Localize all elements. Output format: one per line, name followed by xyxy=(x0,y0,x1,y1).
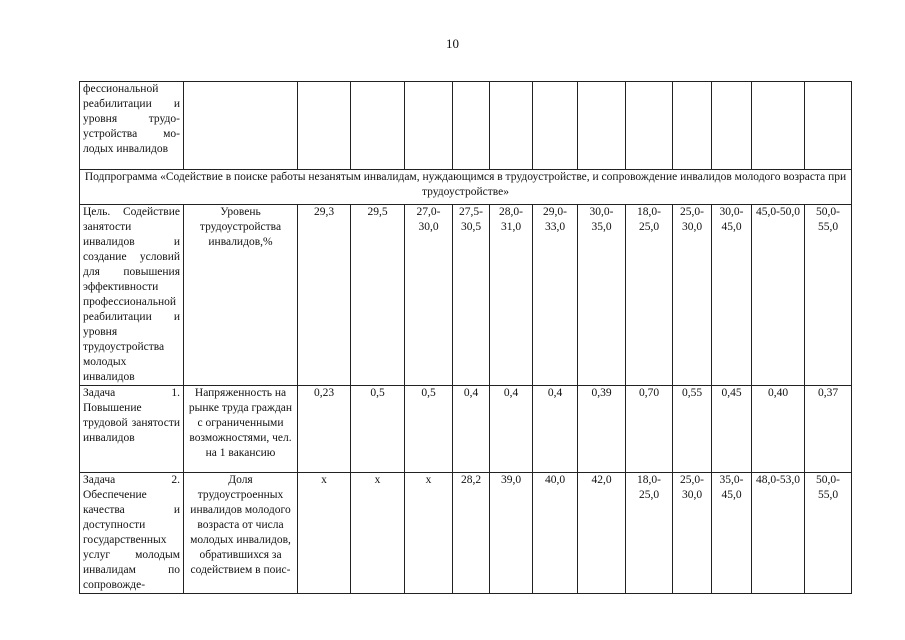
goal-cell: Задача 1. Повышение трудовой занятости инвалидов xyxy=(80,386,184,473)
value-cell: 50,0-55,0 xyxy=(805,473,852,594)
goal-cell: Задача 2. Обеспечение качества и доступности государственных услуг молодым инвалидам по сопровожде- xyxy=(80,473,184,594)
value-cell: 25,0-30,0 xyxy=(673,473,712,594)
value-cell: 28,2 xyxy=(453,473,490,594)
fragment-row xyxy=(80,82,852,170)
table-row xyxy=(80,205,852,386)
value-cell: 28,0-31,0 xyxy=(490,205,533,386)
value-cell: 29,0-33,0 xyxy=(533,205,578,386)
value-cell: 0,4 xyxy=(453,386,490,473)
indicator-cell: Напряженность на рынке труда граждан с ограниченными возможностями, чел. на 1 вакансию xyxy=(184,386,298,473)
value-cell: 25,0-30,0 xyxy=(673,205,712,386)
value-cell: 29,5 xyxy=(351,205,405,386)
value-cell: 0,4 xyxy=(533,386,578,473)
value-cell: 18,0-25,0 xyxy=(626,205,673,386)
subprogram-row xyxy=(80,170,852,205)
goal-cell: Цель. Содействие занятости инвалидов и создание условий для повышения эффективности профессиональной реабилитации и уровня трудоустройства молодых инвалидов xyxy=(80,205,184,386)
value-cell: 18,0-25,0 xyxy=(626,473,673,594)
value-cell: 30,0-45,0 xyxy=(712,205,752,386)
value-cell: 0,70 xyxy=(626,386,673,473)
table-row xyxy=(80,473,852,594)
value-cell: 0,5 xyxy=(405,386,453,473)
value-cell: 0,39 xyxy=(578,386,626,473)
value-cell: 29,3 xyxy=(298,205,351,386)
value-cell: 0,40 xyxy=(752,386,805,473)
value-cell: 0,5 xyxy=(351,386,405,473)
value-cell: 35,0-45,0 xyxy=(712,473,752,594)
value-cell: 0,23 xyxy=(298,386,351,473)
indicators-table xyxy=(79,81,852,594)
value-cell: х xyxy=(351,473,405,594)
subprogram-title: Подпрограмма «Содействие в поиске работы незанятым инвалидам, нуждающимся в трудоустройстве, и сопровождение инвалидов молодого возраста при трудоустройстве» xyxy=(80,170,852,205)
value-cell: 27,0-30,0 xyxy=(405,205,453,386)
value-cell: 39,0 xyxy=(490,473,533,594)
value-cell: 0,45 xyxy=(712,386,752,473)
value-cell: 42,0 xyxy=(578,473,626,594)
page-number: 10 xyxy=(446,36,459,51)
value-cell: 40,0 xyxy=(533,473,578,594)
value-cell: 45,0-50,0 xyxy=(752,205,805,386)
value-cell: х xyxy=(405,473,453,594)
value-cell: 0,37 xyxy=(805,386,852,473)
value-cell: 48,0-53,0 xyxy=(752,473,805,594)
value-cell: х xyxy=(298,473,351,594)
value-cell: 0,4 xyxy=(490,386,533,473)
value-cell: 0,55 xyxy=(673,386,712,473)
table-row xyxy=(80,386,852,473)
value-cell: 50,0-55,0 xyxy=(805,205,852,386)
indicator-cell: Доля трудоустроенных инвалидов молодого возраста от числа молодых инвалидов, обратившихся за содействием в поис- xyxy=(184,473,298,594)
value-cell: 27,5-30,5 xyxy=(453,205,490,386)
indicator-cell: Уровень трудоустройства инвалидов,% xyxy=(184,205,298,386)
value-cell: 30,0-35,0 xyxy=(578,205,626,386)
goal-cell: фессиональной реабилитации и уровня трудо-устройства мо-лодых инвалидов xyxy=(80,82,184,170)
